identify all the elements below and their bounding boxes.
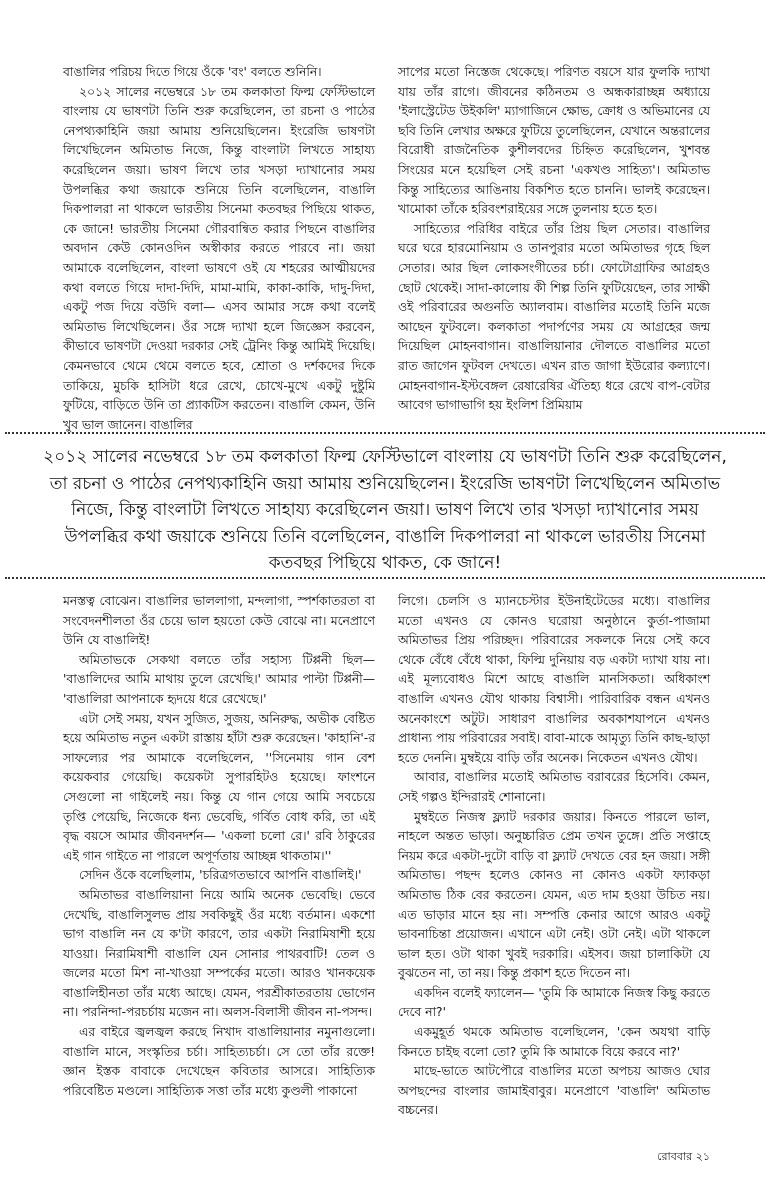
- paragraph: অমিতাভকে সেকথা বলতে তাঁর সহাস্য টিপ্পনী ছিল— 'বাঙালিদের আমি মাথায় তুলে রেখেছি।' আমার পাল্টা টিপ্পনী— 'বাঙালিরা আপনাকে হৃদয়ে ধরে রেখেছে।': [63, 652, 375, 706]
- article-column-top-right: [398, 63, 710, 423]
- paragraph: একমুহূর্ত থমকে অমিতাভ বলেছিলেন, 'কেন অযথা বাড়ি কিনতে চাইছ বলো তো? তুমি কি আমাকে বিয়ে করবে না?': [398, 1025, 710, 1059]
- dotted-divider-top: [5, 432, 765, 434]
- paragraph: মুম্বইতে নিজস্ব ফ্ল্যাট দরকার জয়ার। কিনতে পারলে ভাল, নাহলে অন্তত ভাড়া। অনুচ্চারিত প্রেম তখন তুঙ্গে। প্রতি সপ্তাহে নিয়ম করে একটা-দুটো বাড়ি বা ফ্ল্যাট দেখতে বের হন জয়া। সঙ্গী অমিতাভ। পছন্দ হলেও কোনও না কোনও একটা ফ্যাকড়া অমিতাভ ঠিক বের করতেন। যেমন, এত দাম হওয়া উচিত নয়। এত ভাড়ার মানে হয় না। সম্পত্তি কেনার আগে আরও একটু ভাবনাচিন্তা প্রয়োজন। এখানে এটা নেই। ওটা নেই। এটা থাকলে ভাল হত। ওটা থাকা খুবই দরকারি। এইসব। জয়া চালাকিটা যে বুঝতেন না, তা নয়। কিন্তু প্রকাশ হতে দিতেন না।: [398, 809, 710, 981]
- paragraph: একদিন বলেই ফ্যালেন— 'তুমি কি আমাকে নিজস্ব কিছু করতে দেবে না?': [398, 985, 710, 1020]
- paragraph: অমিতাভর বাঙালিয়ানা নিয়ে আমি অনেক ভেবেছি। ভেবে দেখেছি, বাঙালিসুলভ প্রায় সবকিছুই ওঁর মধ্যে বর্তমান। একশো ভাগ বাঙালি নন যে ক'টা কারণে, তার একটা নিরামিষাশী হয়ে যাওয়া। নিরামিষাশী বাঙালি যেন সোনার পাথরবাটি! তেল ও জলের মতো মিশ না-খাওয়া সম্পর্কের মতো। আরও খানকয়েক বাঙালিহীনতা তাঁর মধ্যে আছে। যেমন, পরশ্রীকাতরতায় ভোগেন না। পরনিন্দা-পরচর্চায় মজেন না। অলস-বিলাসী জীবন না-পসন্দ।: [63, 887, 375, 1020]
- paragraph: বাঙালির পরিচয় দিতে গিয়ে ওঁকে 'বং' বলতে শুনিনি।: [63, 65, 322, 79]
- paragraph: মনস্তত্ব বোঝেন। বাঙালির ভাললাগা, মন্দলাগা, স্পর্শকাতরতা বা সংবেদনশীলতা ওঁর চেয়ে ভাল হয়তো কেউ বোঝে না। মনেপ্রাণে উনি যে বাঙালিই!: [63, 594, 375, 648]
- dotted-divider-bottom: [5, 577, 765, 579]
- paragraph: লিগে। চেলসি ও ম্যানচেস্টার ইউনাইটেডের মধ্যে। বাঙালির মতো এখনও যে কোনও ঘরোয়া অনুষ্ঠানে কুর্তা-পাজামা অমিতাভর প্রিয় পরিচ্ছদ। পরিবারের সকলকে নিয়ে সেই কবে থেকে বেঁধে বেঁধে থাকা, ফিল্মি দুনিয়ায় বড় একটা দ্যাখা যায় না। এই মূল্যবোধও মিশে আছে বাঙালি মানসিকতা। অধিকাংশ বাঙালি এখনও যৌথ থাকায় বিশ্বাসী। পারিবারিক বন্ধন এখনও অনেকাংশে অটুট। সাধারণ বাঙালির অবকাশযাপনে এখনও প্রাধান্য পায় পরিবারের সবাই। বাবা-মাকে আমৃত্যু তিনি কাছ-ছাড়া হতে দেননি। মুম্বইয়ে বাড়ি তাঁর অনেক। নিকেতন এখনও যৌথ।: [398, 594, 710, 765]
- paragraph: সেদিন ওঁকে বলেছিলাম, 'চরিত্রগতভাবে আপনি বাঙালিই।': [79, 868, 362, 883]
- pull-quote: ২০১২ সালের নভেম্বরে ১৮ তম কলকাতা ফিল্ম ফেস্টিভালে বাংলায় যে ভাষণটা তিনি শুরু করেছিলেন, তা রচনা ও পাঠের নেপথ্যকাহিনি জয়া আমায় শুনিয়েছিলেন। ইংরেজি ভাষণটা লিখেছিলেন অমিতাভ নিজে, কিন্তু বাংলাটা লিখতে সাহায্য করেছিলেন জয়া। ভাষণ লিখে তার খসড়া দ্যাখানোর সময় উপলব্ধির কথা জয়াকে শুনিয়ে তিনি বলেছিলেন, বাঙালি দিকপালরা না থাকলে ভারতীয় সিনেমা কতবছর পিছিয়ে থাকত, কে জানে!: [43, 447, 727, 573]
- article-column-bottom-right: [398, 592, 710, 1132]
- paragraph: ২০১২ সালের নভেম্বরে ১৮ তম কলকাতা ফিল্ম ফেস্টিভালে বাংলায় যে ভাষণটা তিনি শুরু করেছিলেন, তা রচনা ও পাঠের নেপথ্যকাহিনি জয়া আমায় শুনিয়েছিলেন। ইংরেজি ভাষণটা লিখেছিলেন অমিতাভ নিজে, কিন্তু বাংলাটা লিখতে সাহায্য করেছিলেন জয়া। ভাষণ লিখে তার খসড়া দ্যাখানোর সময় উপলব্ধির কথা জয়াকে শুনিয়ে তিনি বলেছিলেন, বাঙালি দিকপালরা না থাকলে ভারতীয় সিনেমা কতবছর পিছিয়ে থাকত, কে জানে! ভারতীয় সিনেমা গৌরবান্বিত করার পিছনে বাঙালির অবদান কেউ কোনওদিন অস্বীকার করতে পারবে না। জয়া আমাকে বলেছিলেন, বাংলা ভাষণে ওই যে শহরের আত্মীয়দের কথা বলতে গিয়ে দাদা-দিদি, মামা-মামি, কাকা-কাকি, দাদু-দিদা, একটু পজ দিয়ে বউদি বলা— এসব আমার সঙ্গে কথা বলেই অমিতাভ লিখেছিলেন। ওঁর সঙ্গে দ্যাখা হলে জিজ্ঞেস করবেন, কীভাবে ভাষণটা দেওয়া দরকার সেই ট্রেনিং কিন্তু আমিই দিয়েছি। কেমনভাবে থেমে থেমে বলতে হবে, শ্রোতা ও দর্শকদের দিকে তাকিয়ে, মুচকি হাসিটা ধরে রেখে, চোখে-মুখে একটু দুষ্টুমি ফুটিয়ে, বাড়িতে উনি তা প্র্যাকটিস করতেন। বাঙালি কেমন, উনি খুব ভাল জানেন। বাঙালির: [63, 84, 375, 432]
- article-column-bottom-left: [63, 592, 375, 1132]
- paragraph: এটা সেই সময়, যখন সুজিত, সুজয়, অনিরুদ্ধ, অভীক বেষ্টিত হয়ে অমিতাভ নতুন একটা রাস্তায় হাঁটা শুরু করেছেন। 'কাহানি'-র সাফল্যের পর আমাকে বলেছিলেন, ''সিনেমায় গান বেশ কয়েকবার গেয়েছি। কয়েকটা সুপারহিটও হয়েছে। ফাংশনে সেগুলো না গাইলেই নয়। কিন্তু যে গান গেয়ে আমি সবচেয়ে তৃপ্তি পেয়েছি, নিজেকে ধন্য ভেবেছি, গর্বিত বোধ করি, তা এই বৃদ্ধ বয়সে আমার জীবনদর্শন— 'একলা চলো রে।' রবি ঠাকুরের এই গান গাইতে না পারলে অপূর্ণতায় আচ্ছন্ন থাকতাম।'': [63, 711, 375, 863]
- paragraph: এর বাইরে জ্বলজ্বল করছে নিখাদ বাঙালিয়ানার নমুনাগুলো। বাঙালি মানে, সংস্কৃতির চর্চা। সাহিত্যচর্চা। সে তো তাঁর রক্তে! জ্ঞান ইস্তক বাবাকে দেখেছেন কবিতার আসরে। সাহিত্যিক পরিবেষ্টিত মণ্ডলে। সাহিত্যিক সত্তা তাঁর মধ্যে কুণ্ডলী পাকানো: [63, 1025, 375, 1098]
- paragraph: সাহিত্যের পরিধির বাইরে তাঁর প্রিয় ছিল সেতার। বাঙালির ঘরে ঘরে হারমোনিয়াম ও তানপুরার মতো অমিতাভর গৃহে ছিল সেতার। আর ছিল লোকসংগীতের চর্চা। ফোটোগ্রাফির আগ্রহও ছোট থেকেই। সাদা-কালোয় কী শিল্প তিনি ফুটিয়েছেন, তার সাক্ষী ওই পরিবারের অগুনতি অ্যালবাম। বাঙালির মতোই তিনি মজে আছেন ফুটবলে। কলকাতা পদার্পণের সময় যে আগ্রহের জন্ম দিয়েছিল মোহনবাগান। বাঙালিয়ানার দৌলতে বাঙালির মতো রাত জাগেন ফুটবল দেখতে। এখন রাত জাগা ইউরোর কল্যাণে। মোহনবাগান-ইস্টবেঙ্গল রেষারেষির ঐতিহ্য ধরে রেখে বাপ-বেটার আবেগ ভাগাভাগি হয় ইংলিশ প্রিমিয়াম: [398, 221, 710, 413]
- paragraph: মাছে-ভাতে আটপৌরে বাঙালির মতো অপচয় আজও ঘোর অপছন্দের বাংলার জামাইবাবুর। মনেপ্রাণে 'বাঙালি' অমিতাভ বচ্চনের।: [398, 1064, 710, 1118]
- paragraph: সাপের মতো নিস্তেজ থেকেছে। পরিণত বয়সে যার ফুলকি দ্যাখা যায় তাঁর রাগে। জীবনের কঠিনতম ও অন্ধকারাচ্ছন্ন অধ্যায়ে 'ইলাস্ট্রেটেড উইকলি' ম্যাগাজিনে ক্ষোভ, ক্রোধ ও অভিমানের যে ছবি তিনি লেখার অক্ষরে ফুটিয়ে তুলেছিলেন, যেখানে অন্তরালের বিরোধী রাজনৈতিক কুশীলবদের চিহ্নিত করেছিলেন, খুশবন্ত সিংয়ের মনে হয়েছিল সেই রচনা 'একখণ্ড সাহিত্য'। অমিতাভ কিন্তু সাহিত্যের আঙিনায় বিকশিত হতে চাননি। ভালই করেছেন। খামোকা তাঁকে হরিবংশরাইয়ের সঙ্গে তুলনায় হতে হত।: [398, 65, 710, 217]
- paragraph: আবার, বাঙালির মতোই অমিতাভ বরাবরের হিসেবি। কেমন, সেই গল্পও ইন্দিরারই শোনানো।: [398, 770, 710, 804]
- article-column-top-left: [63, 63, 375, 432]
- page-folio: রোববার ২১: [657, 1150, 710, 1163]
